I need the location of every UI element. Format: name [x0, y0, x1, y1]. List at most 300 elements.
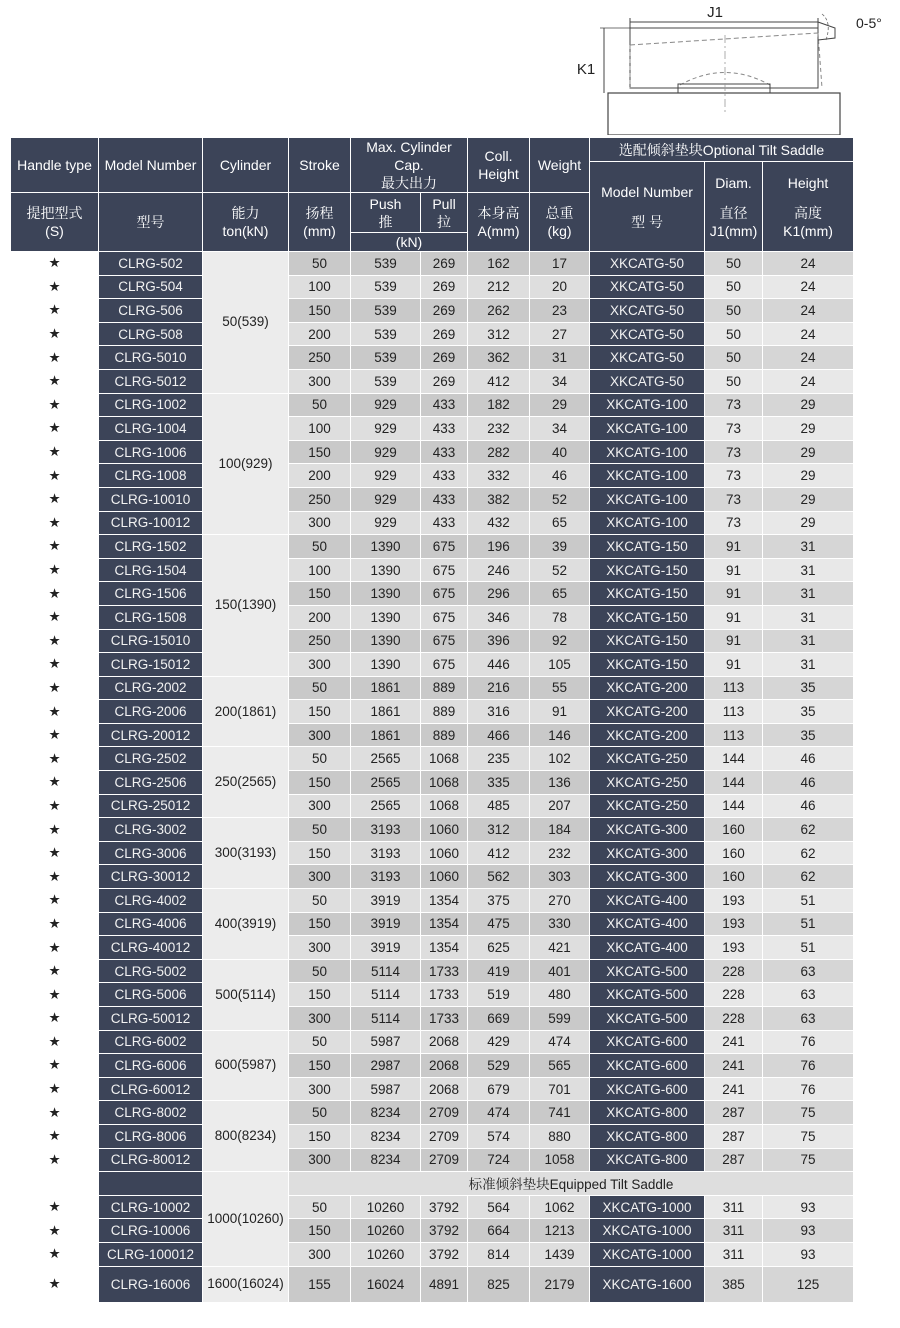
table-row	[11, 417, 854, 441]
handle-star: ★	[11, 440, 99, 464]
header-weight: Weight	[530, 138, 590, 193]
weight-cell: 46	[530, 464, 590, 488]
saddle-diam-cell: 193	[705, 912, 763, 936]
header-cap-unit: (kN)	[351, 233, 468, 252]
cylinder-ton: 1000	[207, 1210, 238, 1226]
model-number-cell: CLRG-6006	[99, 1054, 203, 1078]
cylinder-kn: (1390)	[237, 597, 277, 613]
weight-cell: 31	[530, 346, 590, 370]
coll-height-cell: 419	[468, 959, 530, 983]
header-weight-cn: 总重 (kg)	[530, 193, 590, 252]
model-number-cell: CLRG-1504	[99, 558, 203, 582]
saddle-model-cell: XKCATG-1000	[590, 1242, 705, 1266]
saddle-model-cell: XKCATG-250	[590, 771, 705, 795]
saddle-model-cell: XKCATG-500	[590, 983, 705, 1007]
handle-star: ★	[11, 889, 99, 913]
saddle-height-cell: 31	[763, 535, 854, 559]
saddle-height-cell: 29	[763, 511, 854, 535]
handle-star: ★	[11, 936, 99, 960]
stroke-cell: 200	[289, 322, 351, 346]
saddle-model-cell: XKCATG-150	[590, 629, 705, 653]
cylinder-ton: 600	[214, 1057, 238, 1073]
coll-cell: 814	[468, 1242, 530, 1266]
stroke-cell: 100	[289, 417, 351, 441]
model-number-cell: CLRG-6002	[99, 1030, 203, 1054]
coll-height-cell: 212	[468, 275, 530, 299]
stroke-cell: 150	[289, 841, 351, 865]
pull-cell: 1733	[421, 959, 468, 983]
coll-height-cell: 316	[468, 700, 530, 724]
handle-star: ★	[11, 322, 99, 346]
handle-star: ★	[11, 346, 99, 370]
stroke-cell: 150	[289, 771, 351, 795]
table-row	[11, 865, 854, 889]
saddle-diam-cell: 311	[705, 1195, 763, 1219]
cylinder-capacity-cell	[203, 252, 289, 394]
model-number-cell: CLRG-2506	[99, 771, 203, 795]
handle-star: ★	[11, 605, 99, 629]
saddle-model-cell: XKCATG-50	[590, 275, 705, 299]
saddle-height-cell: 93	[763, 1219, 854, 1243]
table-row	[11, 1124, 854, 1148]
weight-cell: 146	[530, 723, 590, 747]
model-number-cell: CLRG-5006	[99, 983, 203, 1007]
table-row	[11, 653, 854, 677]
cylinder-capacity-cell	[203, 1266, 289, 1302]
saddle-model-cell: XKCATG-100	[590, 511, 705, 535]
handle-star: ★	[11, 1266, 99, 1302]
coll-height-cell: 375	[468, 889, 530, 913]
saddle-diam-cell: 91	[705, 629, 763, 653]
cylinder-capacity-cell	[203, 959, 289, 1030]
weight-cell: 23	[530, 299, 590, 323]
stroke-cell: 300	[289, 936, 351, 960]
saddle-model-cell: XKCATG-300	[590, 865, 705, 889]
weight-cell: 65	[530, 511, 590, 535]
handle-star: ★	[11, 582, 99, 606]
saddle-model-cell: XKCATG-200	[590, 676, 705, 700]
table-row	[11, 983, 854, 1007]
table-row	[11, 440, 854, 464]
coll-height-cell: 396	[468, 629, 530, 653]
stroke-cell: 150	[289, 1219, 351, 1243]
saddle-diam-cell: 287	[705, 1124, 763, 1148]
pull-cell: 1060	[421, 841, 468, 865]
push-cell: 3919	[351, 889, 421, 913]
saddle-model-cell: XKCATG-150	[590, 653, 705, 677]
pull-cell: 433	[421, 464, 468, 488]
weight-cell: 2179	[530, 1266, 590, 1302]
handle-star: ★	[11, 393, 99, 417]
model-number-cell: CLRG-10006	[99, 1219, 203, 1243]
saddle-height-cell: 46	[763, 747, 854, 771]
saddle-model-cell: XKCATG-600	[590, 1077, 705, 1101]
weight-cell: 34	[530, 417, 590, 441]
saddle-diam-cell: 241	[705, 1054, 763, 1078]
coll-height-cell: 162	[468, 252, 530, 276]
saddle-model-cell: XKCATG-800	[590, 1101, 705, 1125]
saddle-height-cell: 31	[763, 582, 854, 606]
saddle-model-cell: XKCATG-100	[590, 464, 705, 488]
table-row	[11, 629, 854, 653]
saddle-height-cell: 51	[763, 889, 854, 913]
weight-cell: 136	[530, 771, 590, 795]
pull-cell: 1354	[421, 912, 468, 936]
push-cell: 8234	[351, 1148, 421, 1172]
model-number-cell: CLRG-60012	[99, 1077, 203, 1101]
handle-star: ★	[11, 558, 99, 582]
cylinder-kn: (1861)	[237, 703, 277, 719]
handle-star: ★	[11, 252, 99, 276]
table-row	[11, 1054, 854, 1078]
saddle-diam-cell: 113	[705, 676, 763, 700]
saddle-model-cell: XKCATG-400	[590, 889, 705, 913]
push-cell: 539	[351, 275, 421, 299]
weight-cell: 91	[530, 700, 590, 724]
saddle-diam-cell: 241	[705, 1077, 763, 1101]
blank-model-cell	[99, 1172, 203, 1196]
model-number-cell: CLRG-2002	[99, 676, 203, 700]
table-row	[11, 959, 854, 983]
header-cylinder-cn: 能力 ton(kN)	[203, 193, 289, 252]
handle-star: ★	[11, 700, 99, 724]
cylinder-kn: (929)	[241, 455, 273, 471]
push-cell: 539	[351, 252, 421, 276]
saddle-diam-cell: 50	[705, 322, 763, 346]
cylinder-kn: (16024)	[237, 1276, 284, 1292]
pull-cell: 1733	[421, 1007, 468, 1031]
model-number-cell: CLRG-1004	[99, 417, 203, 441]
push-cell: 1861	[351, 676, 421, 700]
pull-cell: 675	[421, 629, 468, 653]
saddle-diam-cell: 73	[705, 487, 763, 511]
cylinder-kn: (5987)	[237, 1057, 277, 1073]
coll-height-cell: 216	[468, 676, 530, 700]
model-number-cell: CLRG-10012	[99, 511, 203, 535]
stroke-cell: 50	[289, 1030, 351, 1054]
model-number-cell: CLRG-3002	[99, 818, 203, 842]
saddle-diam-cell: 311	[705, 1242, 763, 1266]
handle-star: ★	[11, 487, 99, 511]
saddle-height-cell: 125	[763, 1266, 854, 1302]
stroke-cell: 200	[289, 605, 351, 629]
saddle-height-cell: 31	[763, 605, 854, 629]
table-row	[11, 1030, 854, 1054]
stroke-cell: 300	[289, 1007, 351, 1031]
coll-cell: 664	[468, 1219, 530, 1243]
stroke-cell: 100	[289, 275, 351, 299]
saddle-height-cell: 24	[763, 299, 854, 323]
cylinder-ton: 200	[214, 703, 238, 719]
saddle-diam-cell: 50	[705, 275, 763, 299]
coll-height-cell: 485	[468, 794, 530, 818]
pull-cell: 1068	[421, 747, 468, 771]
model-number-cell: CLRG-1506	[99, 582, 203, 606]
saddle-diam-cell: 73	[705, 417, 763, 441]
handle-star: ★	[11, 841, 99, 865]
model-number-cell: CLRG-100012	[99, 1242, 203, 1266]
model-number-cell: CLRG-5012	[99, 369, 203, 393]
model-number-cell: CLRG-4006	[99, 912, 203, 936]
stroke-cell: 150	[289, 582, 351, 606]
handle-star: ★	[11, 1054, 99, 1078]
model-number-cell: CLRG-508	[99, 322, 203, 346]
header-model: Model Number	[99, 138, 203, 193]
saddle-model-cell: XKCATG-100	[590, 393, 705, 417]
cylinder-ton: 100	[218, 455, 241, 471]
coll-height-cell: 474	[468, 1101, 530, 1125]
push-cell: 2565	[351, 747, 421, 771]
cylinder-ton: 250	[214, 774, 238, 790]
model-number-cell: CLRG-1008	[99, 464, 203, 488]
saddle-height-cell: 31	[763, 629, 854, 653]
table-row	[11, 487, 854, 511]
saddle-height-cell: 51	[763, 936, 854, 960]
weight-cell: 1213	[530, 1219, 590, 1243]
stroke-cell: 250	[289, 487, 351, 511]
saddle-height-cell: 29	[763, 417, 854, 441]
handle-star: ★	[11, 1124, 99, 1148]
coll-height-cell: 382	[468, 487, 530, 511]
weight-cell: 102	[530, 747, 590, 771]
saddle-height-cell: 35	[763, 700, 854, 724]
angle-label: 0-5°	[856, 15, 882, 31]
saddle-model-cell: XKCATG-250	[590, 747, 705, 771]
saddle-height-cell: 51	[763, 912, 854, 936]
model-number-cell: CLRG-50012	[99, 1007, 203, 1031]
coll-height-cell: 475	[468, 912, 530, 936]
cylinder-body	[608, 93, 840, 135]
pull-cell: 889	[421, 676, 468, 700]
coll-height-cell: 825	[468, 1266, 530, 1302]
weight-cell: 701	[530, 1077, 590, 1101]
handle-star: ★	[11, 676, 99, 700]
coll-height-cell: 574	[468, 1124, 530, 1148]
header-max-cap: Max. Cylinder Cap. 最大出力	[351, 138, 468, 193]
model-number-cell: CLRG-10002	[99, 1195, 203, 1219]
coll-height-cell: 412	[468, 841, 530, 865]
saddle-diam-cell: 241	[705, 1030, 763, 1054]
tilt-dash-side-right	[818, 33, 822, 88]
stroke-cell: 150	[289, 299, 351, 323]
model-number-cell: CLRG-1002	[99, 393, 203, 417]
table-row	[11, 747, 854, 771]
pull-cell: 2068	[421, 1030, 468, 1054]
push-cell: 10260	[351, 1195, 421, 1219]
header-handle-type: Handle type	[11, 138, 99, 193]
model-number-cell: CLRG-2006	[99, 700, 203, 724]
model-number-cell: CLRG-1502	[99, 535, 203, 559]
coll-height-cell: 235	[468, 747, 530, 771]
stroke-cell: 150	[289, 1054, 351, 1078]
cylinder-capacity-cell	[203, 747, 289, 818]
stroke-cell: 250	[289, 346, 351, 370]
push-cell: 5114	[351, 959, 421, 983]
handle-star: ★	[11, 794, 99, 818]
model-number-cell: CLRG-502	[99, 252, 203, 276]
cylinder-kn: (2565)	[237, 774, 277, 790]
pull-cell: 1354	[421, 936, 468, 960]
table-row	[11, 535, 854, 559]
pull-cell: 433	[421, 487, 468, 511]
coll-height-cell: 562	[468, 865, 530, 889]
weight-cell: 17	[530, 252, 590, 276]
table-row	[11, 841, 854, 865]
weight-cell: 20	[530, 275, 590, 299]
handle-star: ★	[11, 1030, 99, 1054]
weight-cell: 40	[530, 440, 590, 464]
cylinder-capacity-cell	[203, 535, 289, 677]
saddle-diam-cell: 73	[705, 393, 763, 417]
push-cell: 1390	[351, 535, 421, 559]
handle-star: ★	[11, 1242, 99, 1266]
model-number-cell: CLRG-1508	[99, 605, 203, 629]
stroke-cell: 50	[289, 1195, 351, 1219]
handle-star: ★	[11, 912, 99, 936]
saddle-height-cell: 63	[763, 1007, 854, 1031]
coll-height-cell: 466	[468, 723, 530, 747]
saddle-diam-cell: 144	[705, 747, 763, 771]
stroke-cell: 50	[289, 959, 351, 983]
handle-star: ★	[11, 535, 99, 559]
stroke-cell: 50	[289, 535, 351, 559]
table-row	[11, 912, 854, 936]
pull-cell: 1068	[421, 771, 468, 795]
stroke-cell: 50	[289, 252, 351, 276]
saddle-model-cell: XKCATG-250	[590, 794, 705, 818]
pull-cell: 433	[421, 440, 468, 464]
weight-cell: 474	[530, 1030, 590, 1054]
cylinder-capacity-cell	[203, 1030, 289, 1101]
saddle-diam-cell: 160	[705, 818, 763, 842]
saddle-diam-cell: 73	[705, 511, 763, 535]
coll-height-cell: 312	[468, 322, 530, 346]
push-cell: 3193	[351, 818, 421, 842]
pull-cell: 2068	[421, 1054, 468, 1078]
push-cell: 929	[351, 417, 421, 441]
model-number-cell: CLRG-30012	[99, 865, 203, 889]
pull-cell: 1060	[421, 865, 468, 889]
push-cell: 16024	[351, 1266, 421, 1302]
stroke-cell: 300	[289, 1077, 351, 1101]
saddle-model-cell: XKCATG-50	[590, 322, 705, 346]
coll-height-cell: 679	[468, 1077, 530, 1101]
table-row	[11, 252, 854, 276]
coll-height-cell: 625	[468, 936, 530, 960]
pull-cell: 269	[421, 346, 468, 370]
saddle-model-cell: XKCATG-200	[590, 700, 705, 724]
weight-cell: 330	[530, 912, 590, 936]
saddle-height-cell: 35	[763, 723, 854, 747]
header-pull: Pull 拉	[421, 193, 468, 233]
saddle-height-cell: 63	[763, 959, 854, 983]
handle-star: ★	[11, 1195, 99, 1219]
model-number-cell: CLRG-504	[99, 275, 203, 299]
saddle-height-cell: 24	[763, 252, 854, 276]
model-number-cell: CLRG-16006	[99, 1266, 203, 1302]
cylinder-kn: (3919)	[237, 915, 277, 931]
cylinder-kn: (10260)	[237, 1210, 284, 1226]
coll-cell: 564	[468, 1195, 530, 1219]
stroke-cell: 50	[289, 1101, 351, 1125]
push-cell: 1861	[351, 723, 421, 747]
stroke-cell: 300	[289, 511, 351, 535]
model-number-cell: CLRG-2502	[99, 747, 203, 771]
weight-cell: 421	[530, 936, 590, 960]
saddle-height-cell: 31	[763, 558, 854, 582]
push-cell: 2565	[351, 771, 421, 795]
saddle-diam-cell: 91	[705, 582, 763, 606]
stroke-cell: 150	[289, 1124, 351, 1148]
push-cell: 1390	[351, 629, 421, 653]
handle-star: ★	[11, 771, 99, 795]
model-number-cell: CLRG-506	[99, 299, 203, 323]
saddle-model-cell: XKCATG-100	[590, 440, 705, 464]
coll-height-cell: 519	[468, 983, 530, 1007]
table-row	[11, 723, 854, 747]
pull-cell: 889	[421, 700, 468, 724]
coll-height-cell: 429	[468, 1030, 530, 1054]
saddle-model-cell: XKCATG-150	[590, 558, 705, 582]
model-number-cell: CLRG-1006	[99, 440, 203, 464]
model-number-cell: CLRG-5002	[99, 959, 203, 983]
handle-star: ★	[11, 369, 99, 393]
push-cell: 3919	[351, 912, 421, 936]
push-cell: 929	[351, 487, 421, 511]
cylinder-ton: 400	[214, 915, 238, 931]
cylinder-ton: 1600	[207, 1276, 238, 1292]
weight-cell: 27	[530, 322, 590, 346]
cylinder-capacity-cell	[203, 676, 289, 747]
push-cell: 3919	[351, 936, 421, 960]
stroke-cell: 250	[289, 629, 351, 653]
header-coll-height: Coll. Height	[468, 138, 530, 193]
header-push: Push 推	[351, 193, 421, 233]
weight-cell: 565	[530, 1054, 590, 1078]
saddle-height-cell: 75	[763, 1148, 854, 1172]
saddle-diam-cell: 287	[705, 1101, 763, 1125]
weight-cell: 303	[530, 865, 590, 889]
saddle-height-cell: 62	[763, 865, 854, 889]
cylinder-capacity-cell	[203, 393, 289, 535]
saddle-height-cell: 46	[763, 771, 854, 795]
stroke-cell: 300	[289, 794, 351, 818]
saddle-diam-cell: 311	[705, 1219, 763, 1243]
table-row	[11, 771, 854, 795]
handle-star: ★	[11, 299, 99, 323]
pull-cell: 269	[421, 275, 468, 299]
saddle-model-cell: XKCATG-800	[590, 1148, 705, 1172]
saddle-model-cell: XKCATG-50	[590, 299, 705, 323]
push-cell: 5987	[351, 1030, 421, 1054]
coll-height-cell: 724	[468, 1148, 530, 1172]
saddle-height-cell: 24	[763, 322, 854, 346]
coll-height-cell: 335	[468, 771, 530, 795]
weight-cell: 105	[530, 653, 590, 677]
push-cell: 10260	[351, 1242, 421, 1266]
header-saddle-model: Model Number 型 号	[590, 162, 705, 252]
coll-height-cell: 232	[468, 417, 530, 441]
saddle-diam-cell: 193	[705, 889, 763, 913]
pull-cell: 433	[421, 511, 468, 535]
saddle-diam-cell: 385	[705, 1266, 763, 1302]
j1-label: J1	[707, 4, 723, 21]
weight-cell: 880	[530, 1124, 590, 1148]
cylinder-capacity-cell	[203, 1101, 289, 1172]
pull-cell: 269	[421, 252, 468, 276]
saddle-diam-cell: 228	[705, 983, 763, 1007]
handle-star: ★	[11, 1101, 99, 1125]
